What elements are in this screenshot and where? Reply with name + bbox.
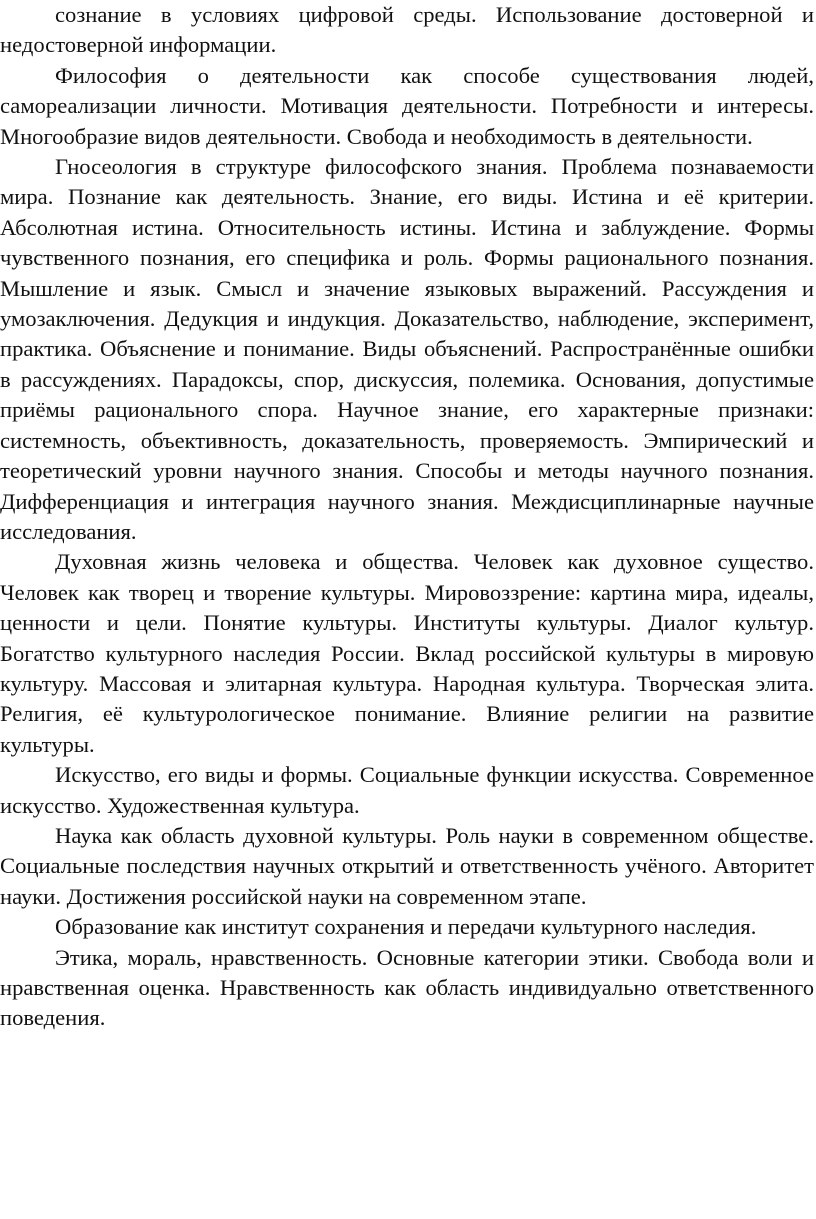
paragraph-ethics: Этика, мораль, нравственность. Основные категории этики. Свобода воли и нравственная оценка. Нравственность как область индивидуально ответственного поведения. [0,944,814,1031]
paragraph-gnoseology: Гносеология в структуре философского знания. Проблема познаваемости мира. Познание как деятельность. Знание, его виды. Истина и её критерии. Абсолютная истина. Относительность истины. Истина и заблуждение. Формы чувственного познания, его специфика и роль. Формы рационального познания. Мышление и язык. Смысл и значение языковых выражений. Рассуждения и умозаключения. Дедукция и индукция. Доказательство, наблюдение, эксперимент, практика. Объяснение и понимание. Виды объяснений. Распространённые ошибки в рассуждениях. Парадоксы, спор, дискуссия, полемика. Основания, допустимые приёмы рационального спора. Научное знание, его характерные признаки: системность, объективность, доказательность, проверяемость. Эмпирический и теоретический уровни научного знания. Способы и методы научного познания. Дифференциация и интеграция научного знания. Междисциплинарные научные исследования. [0,154,814,544]
paragraph-art: Искусство, его виды и формы. Социальные функции искусства. Современное искусство. Художественная культура. [0,762,814,818]
paragraph-education: Образование как институт сохранения и передачи культурного наследия. [55,914,757,940]
paragraph-digital-environment: сознание в условиях цифровой среды. Использование достоверной и недостоверной информации. [0,2,814,58]
paragraph-activity-philosophy: Философия о деятельности как способе существования людей, самореализации личности. Мотивация деятельности. Потребности и интересы. Многообразие видов деятельности. Свобода и необходимость в деятельности. [0,62,814,149]
paragraph-spiritual-life: Духовная жизнь человека и общества. Человек как духовное существо. Человек как творец и творение культуры. Мировоззрение: картина мира, идеалы, ценности и цели. Понятие культуры. Институты культуры. Диалог культур. Богатство культурного наследия России. Вклад российской культуры в мировую культуру. Массовая и элитарная культура. Народная культура. Творческая элита. Религия, её культурологическое понимание. Влияние религии на развитие культуры. [0,549,814,757]
paragraph-science: Наука как область духовной культуры. Роль науки в современном обществе. Социальные последствия научных открытий и ответственность учёного. Авторитет науки. Достижения российской науки на современном этапе. [0,822,814,909]
